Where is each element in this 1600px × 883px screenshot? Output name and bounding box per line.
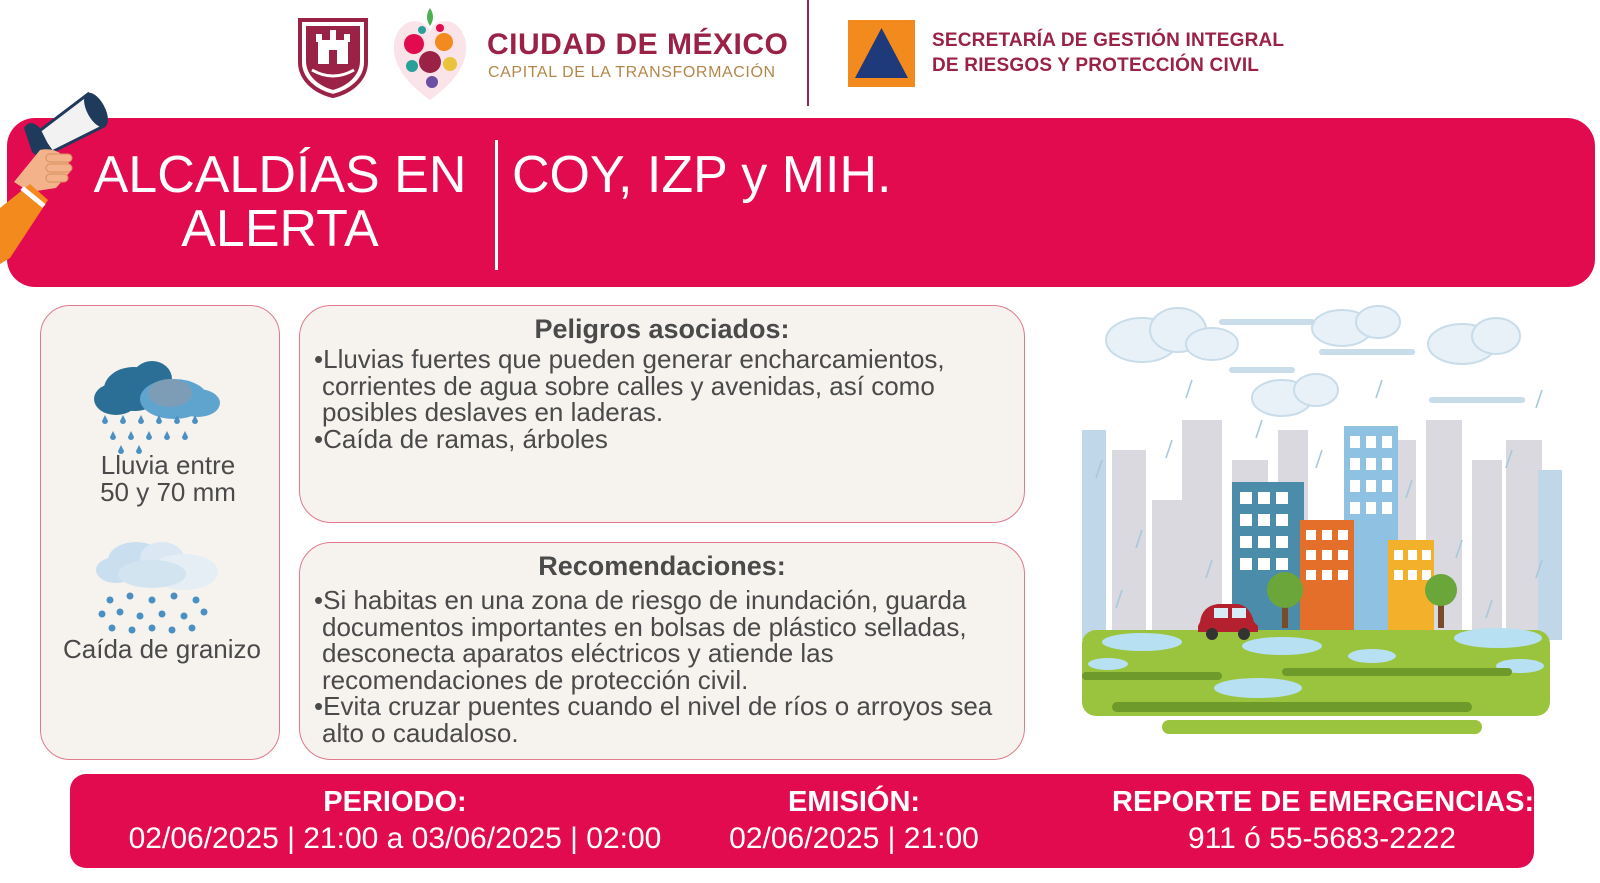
banner-divider (495, 140, 498, 270)
emergency-block (1112, 786, 1535, 859)
cdmx-shield-logo (296, 16, 370, 98)
rain-label (50, 452, 286, 506)
hail-cloud-icon (92, 538, 224, 638)
hail-label: Caída de granizo (62, 634, 262, 664)
recommendations-heading: Recomendaciones: (538, 551, 786, 581)
recommendations-card (299, 542, 1025, 760)
city-name: CIUDAD DE MÉXICO (487, 28, 789, 61)
civil-protection-logo (848, 20, 915, 87)
rain-label-line1: Lluvia entre (100, 450, 236, 480)
header-divider (807, 0, 809, 106)
emission-value: 02/06/2025 | 21:00 (729, 822, 979, 855)
hazards-card (299, 305, 1025, 523)
rain-label-line2: 50 y 70 mm (100, 477, 236, 507)
alert-title-line2: ALERTA (181, 200, 379, 258)
agency-name (932, 28, 1284, 78)
alert-zones: COY, IZP y MIH. (512, 146, 892, 204)
agency-name-line2: DE RIESGOS Y PROTECCIÓN CIVIL (932, 55, 1260, 76)
hazards-list (314, 346, 1014, 452)
recommendation-item: • Evita cruzar puentes cuando el nivel de ríos o arroyos sea alto o caudaloso. (314, 693, 1014, 746)
hazards-heading: Peligros asociados: (534, 314, 790, 344)
city-tagline: CAPITAL DE LA TRANSFORMACIÓN (488, 64, 776, 81)
alert-title (86, 148, 474, 256)
emergency-phone[interactable]: 911 ó 55-5683-2222 (1187, 822, 1456, 855)
alert-title-line1: ALCALDÍAS EN (93, 146, 467, 204)
hazard-item: • Caída de ramas, árboles (314, 426, 1014, 453)
agency-name-line1: SECRETARÍA DE GESTIÓN INTEGRAL (932, 30, 1285, 51)
rain-cloud-icon (90, 355, 226, 455)
period-label: PERIODO: (323, 786, 467, 818)
recommendations-list (314, 587, 1014, 746)
hazard-item: • Lluvias fuertes que pueden generar encharcamientos, corrientes de agua sobre calles y avenidas, así como posibles deslaves en laderas. (314, 346, 1014, 426)
recommendation-item: • Si habitas en una zona de riesgo de inundación, guarda documentos importantes en bolsas de plástico selladas, desconecta aparatos eléctricos y atiende las recomendaciones de protección civil. (314, 587, 1014, 693)
period-block (115, 786, 675, 859)
period-value: 02/06/2025 | 21:00 a 03/06/2025 | 02:00 (128, 822, 662, 855)
header (0, 0, 1600, 112)
emission-label: EMISIÓN: (787, 786, 921, 818)
emission-block (722, 786, 986, 859)
emergency-label: REPORTE DE EMERGENCIAS: (1112, 786, 1535, 818)
flooded-city-illustration (1082, 300, 1562, 758)
cdmx-heart-logo (388, 4, 472, 104)
